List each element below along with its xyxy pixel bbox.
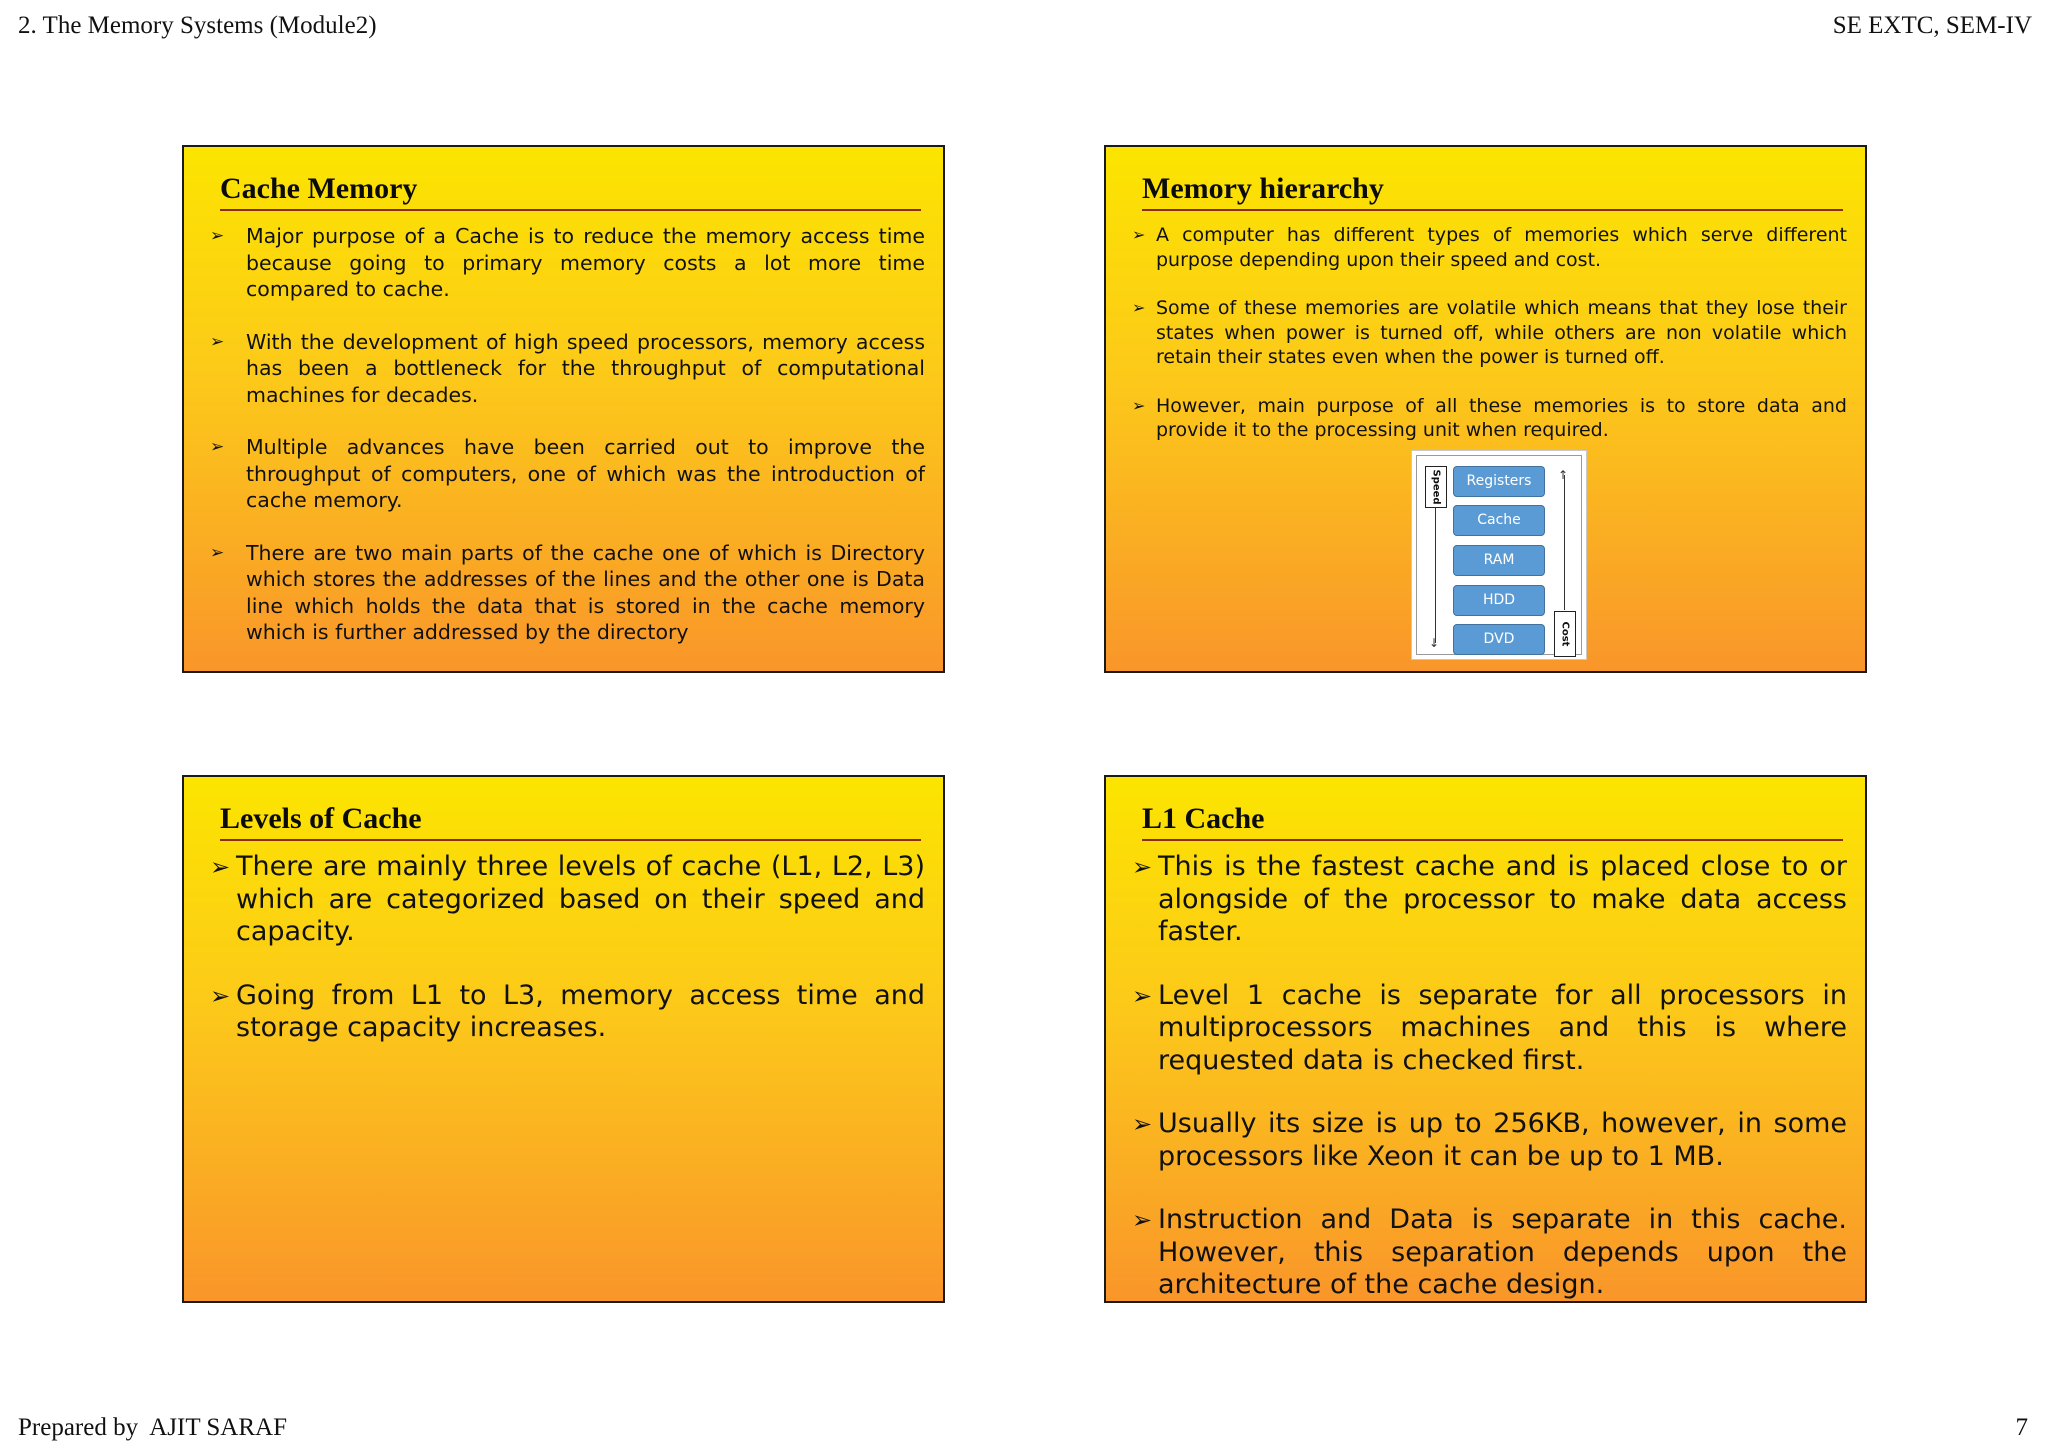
slide-title: Levels of Cache [220, 801, 921, 841]
bullet-arrow-icon: ➢ [210, 981, 231, 1010]
slide-memory-hierarchy [1104, 145, 1867, 673]
bullet-text: Going from L1 to L3, memory access time and storage capacity increases. [236, 979, 925, 1043]
level-box-dvd: DVD [1453, 624, 1545, 655]
list-item [1132, 296, 1847, 370]
bullet-list [1132, 223, 1847, 467]
bullet-text: Multiple advances have been carried out to improve the throughput of computers, one of which was the introduction of cache memory. [246, 435, 925, 512]
page-number: 7 [2015, 1414, 2028, 1441]
bullet-arrow-icon: ➢ [1132, 1110, 1153, 1138]
slide-title: L1 Cache [1142, 801, 1843, 841]
memory-hierarchy-diagram [1411, 450, 1587, 660]
list-item [1132, 980, 1847, 1078]
list-item [1132, 1108, 1847, 1173]
bullet-text: There are two main parts of the cache one of which is Directory which stores the addresses of the lines and the other one is Data line which holds the data that is stored in the cache memory which is further addressed by the directory [246, 540, 925, 644]
bullet-text: Instruction and Data is separate in this cache. However, this separation depends upon the architecture of the cache design. [1158, 1204, 1847, 1300]
bullet-arrow-icon: ➢ [210, 331, 225, 352]
list-item [210, 540, 925, 646]
slide-levels-of-cache [182, 775, 945, 1303]
list-item [1132, 223, 1847, 272]
bullet-list [1132, 851, 1847, 1303]
bullet-list [210, 223, 925, 672]
bullet-text: Major purpose of a Cache is to reduce the memory access time because going to primary memory costs a lot more time compared to cache. [246, 224, 925, 301]
bullet-arrow-icon: ➢ [210, 542, 225, 563]
list-item [210, 329, 925, 409]
slide-title: Memory hierarchy [1142, 171, 1843, 211]
bullet-text: There are mainly three levels of cache (L1, L2, L3) which are categorized based on their speed and capacity. [236, 851, 925, 947]
bullet-arrow-icon: ➢ [210, 853, 231, 881]
bullet-arrow-icon: ➢ [1132, 298, 1146, 317]
page-footer-author: Prepared by AJIT SARAF [18, 1414, 287, 1441]
bullet-arrow-icon: ➢ [1132, 981, 1153, 1010]
arrow-up-icon: ↑ [1558, 468, 1569, 482]
bullet-list [210, 851, 925, 1076]
cost-arrow [1564, 475, 1565, 610]
list-item [210, 434, 925, 514]
bullet-arrow-icon: ➢ [210, 226, 225, 246]
bullet-text: With the development of high speed processors, memory access has been a bottleneck for the throughput of computational machines for decades. [246, 329, 925, 407]
level-box-hdd: HDD [1453, 585, 1545, 616]
bullet-text: However, main purpose of all these memories is to store data and provide it to the processing unit when required. [1156, 394, 1847, 441]
list-item [1132, 394, 1847, 443]
arrow-down-icon: ↓ [1429, 636, 1440, 650]
slide-title: Cache Memory [220, 171, 921, 211]
list-item [1132, 1204, 1847, 1302]
bullet-text: Level 1 cache is separate for all processors in multiprocessors machines and this is where requested data is checked first. [1158, 979, 1847, 1076]
bullet-arrow-icon: ➢ [1132, 853, 1153, 881]
bullet-text: A computer has different types of memories which serve different purpose depending upon their speed and cost. [1156, 224, 1847, 271]
bullet-arrow-icon: ➢ [1132, 395, 1146, 415]
speed-arrow [1435, 507, 1436, 643]
bullet-arrow-icon: ➢ [210, 437, 225, 457]
bullet-arrow-icon: ➢ [1132, 225, 1146, 244]
list-item [1132, 851, 1847, 949]
list-item [210, 851, 925, 949]
slide-l1-cache [1104, 775, 1867, 1303]
level-box-registers: Registers [1453, 466, 1545, 497]
cost-label: Cost [1554, 611, 1576, 657]
list-item [210, 980, 925, 1045]
bullet-text: Usually its size is up to 256KB, however, in some processors like Xeon it can be up to 1 MB. [1158, 1108, 1847, 1172]
level-box-cache: Cache [1453, 505, 1545, 536]
page-header-left: 2. The Memory Systems (Module2) [18, 12, 377, 39]
list-item [210, 223, 925, 303]
bullet-arrow-icon: ➢ [1132, 1206, 1153, 1234]
bullet-text: Some of these memories are volatile which means that they lose their states when power is turned off, while others are non volatile which retain their states even when the power is turned off. [1156, 297, 1847, 368]
slide-cache-memory [182, 145, 945, 673]
bullet-text: This is the fastest cache and is placed close to or alongside of the processor to make data access faster. [1158, 851, 1847, 947]
speed-label: Speed [1425, 466, 1447, 508]
level-box-ram: RAM [1453, 545, 1545, 576]
page-header-right: SE EXTC, SEM-IV [1832, 12, 2032, 39]
